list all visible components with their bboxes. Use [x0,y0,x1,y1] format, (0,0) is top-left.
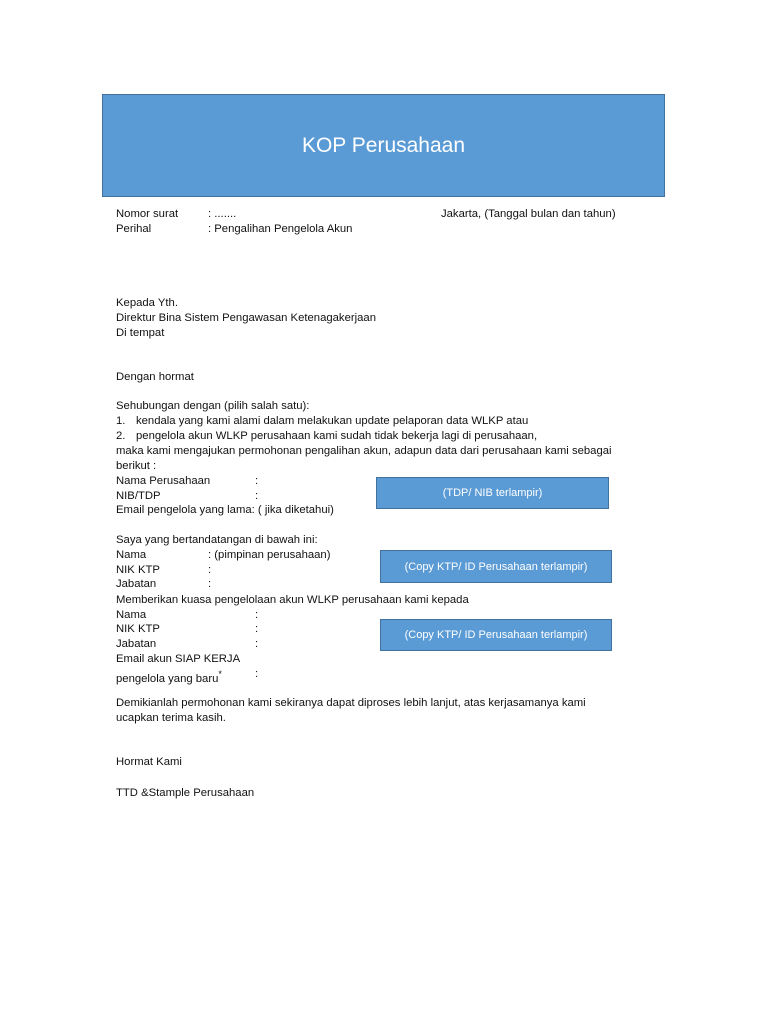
signature-note: TTD &Stample Perusahaan [116,787,255,799]
option-number: 2. [116,430,126,442]
colon: : [208,578,212,590]
colon: : [255,475,259,487]
colon: : [208,564,212,576]
grantee-intro: Memberikan kuasa pengelolaan akun WLKP perusahaan kami kepada [116,594,469,606]
grantee-jabatan-label: Jabatan [116,638,157,650]
nomor-surat-value: : ....... [208,208,237,220]
intro-text: Sehubungan dengan (pilih salah satu): [116,400,310,412]
grantee-nik-label: NIK KTP [116,623,160,635]
grantee-email-label [116,667,222,686]
option-text: kendala yang kami alami dalam melakukan update pelaporan data WLKP atau [136,415,529,427]
colon: : [255,609,259,621]
signer-ktp-attachment-note: (Copy KTP/ ID Perusahaan terlampir) [380,550,612,583]
letterhead-placeholder [102,94,665,197]
perihal-label: Perihal [116,223,152,235]
option-number: 1. [116,415,126,427]
perihal-value: : Pengalihan Pengelola Akun [208,223,353,235]
grantee-email-label-text: pengelola yang baru [116,672,219,685]
closing-text: ucapkan terima kasih. [116,712,226,724]
grantee-email-label: Email akun SIAP KERJA [116,653,241,665]
option-text: pengelola akun WLKP perusahaan kami sudah tidak bekerja lagi di perusahaan, [136,430,538,442]
greeting: Dengan hormat [116,371,194,383]
signer-name-value: : (pimpinan perusahaan) [208,549,331,561]
recipient-line: Direktur Bina Sistem Pengawasan Ketenagakerjaan [116,312,376,324]
recipient-line: Di tempat [116,327,165,339]
recipient-line: Kepada Yth. [116,297,178,309]
grantee-name-label: Nama [116,609,147,621]
signer-nik-label: NIK KTP [116,564,160,576]
place-date: Jakarta, (Tanggal bulan dan tahun) [441,208,616,220]
colon: : [255,638,259,650]
closing-text: Demikianlah permohonan kami sekiranya dapat diproses lebih lanjut, atas kerjasamanya kami [116,697,586,709]
letterhead-title: KOP Perusahaan [301,133,466,157]
signer-name-label: Nama [116,549,147,561]
signer-jabatan-label: Jabatan [116,578,157,590]
nib-label: NIB/TDP [116,490,161,502]
colon: : [255,668,259,680]
tdp-nib-attachment-note: (TDP/ NIB terlampir) [376,477,609,509]
asterisk: * [218,669,222,679]
grantee-ktp-attachment-note: (Copy KTP/ ID Perusahaan terlampir) [380,619,612,651]
request-text: maka kami mengajukan permohonan pengalihan akun, adapun data dari perusahaan kami sebagai [116,445,612,457]
colon: : [255,490,259,502]
signer-intro: Saya yang bertandatangan di bawah ini: [116,534,318,546]
request-text: berikut : [116,460,157,472]
old-email-label: Email pengelola yang lama: ( jika diketahui) [116,504,334,516]
regards: Hormat Kami [116,756,182,768]
colon: : [255,623,259,635]
nomor-surat-label: Nomor surat [116,208,179,220]
company-name-label: Nama Perusahaan [116,475,211,487]
